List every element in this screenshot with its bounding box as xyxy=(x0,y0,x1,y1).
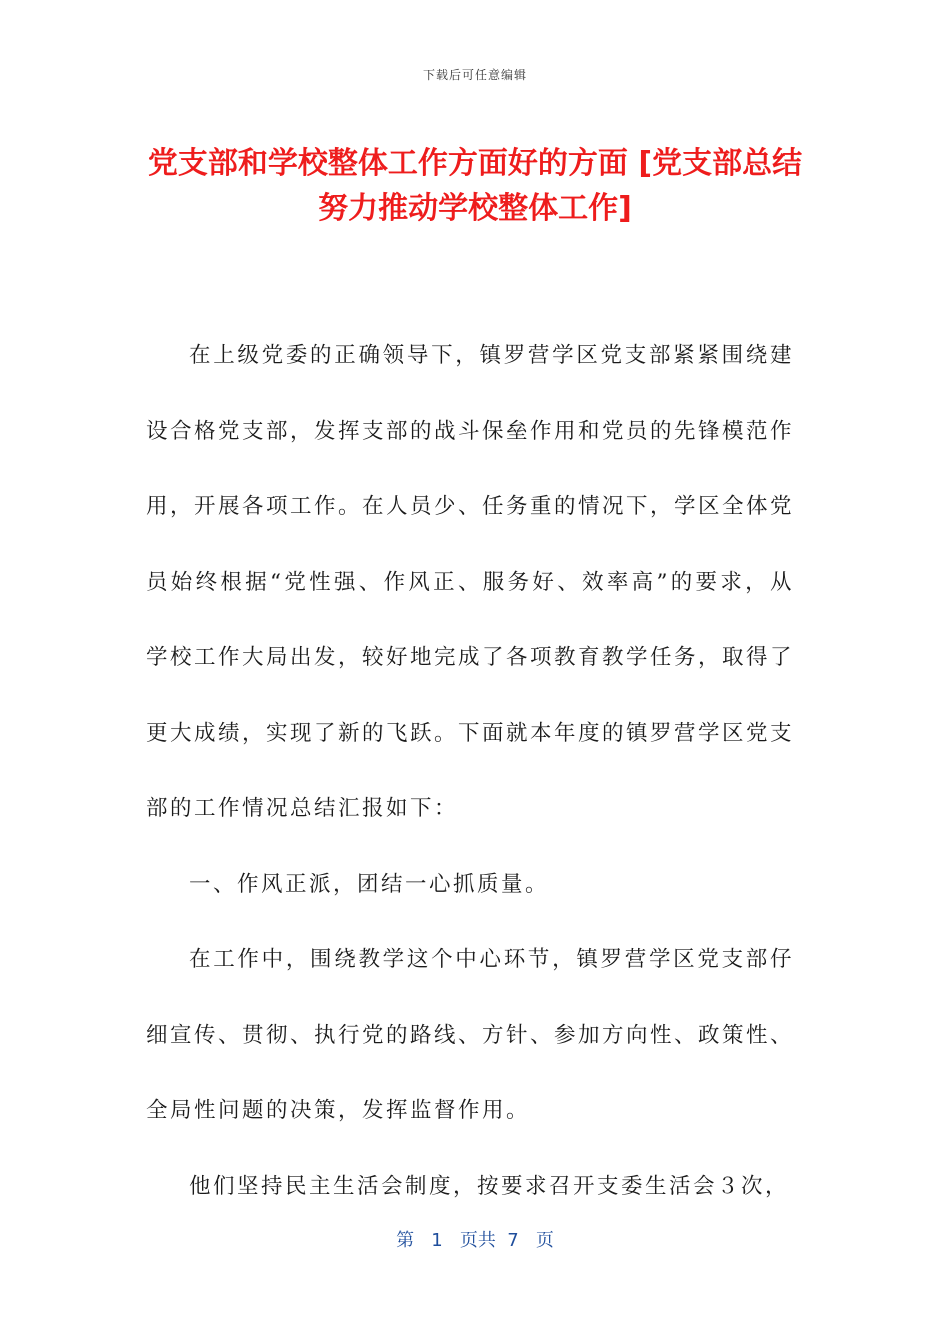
page-number-footer: 第 1 页共 7 页 xyxy=(396,1230,554,1251)
paragraph-intro: 在上级党委的正确领导下，镇罗营学区党支部紧紧围绕建设合格党支部，发挥支部的战斗保垒作用和党员的先锋模范作用，开展各项工作。在人员少、任务重的情况下，学区全体党员始终根据“党性强、作风正、服务好、效率高”的要求，从学校工作大局出发，较好地完成了各项教育教学任务，取得了更大成绩，实现了新的飞跃。下面就本年度的镇罗营学区党支部的工作情况总结汇报如下： xyxy=(146,343,795,821)
section-heading-1: 一、作风正派，团结一心抓质量。 xyxy=(189,871,550,897)
paragraph-democratic-life: 他们坚持民主生活会制度，按要求召开支委生活会３次， xyxy=(189,1173,790,1199)
paragraph-section-1: 在工作中，围绕教学这个中心环节，镇罗营学区党支部仔细宣传、贯彻、执行党的路线、方针、参加方向性、政策性、全局性问题的决策，发挥监督作用。 xyxy=(146,947,795,1123)
document-title: 党支部和学校整体工作方面好的方面 [党支部总结努力推动学校整体工作] xyxy=(147,146,803,226)
document-body xyxy=(146,318,794,1224)
header-note: 下载后可任意编辑 xyxy=(422,68,527,82)
